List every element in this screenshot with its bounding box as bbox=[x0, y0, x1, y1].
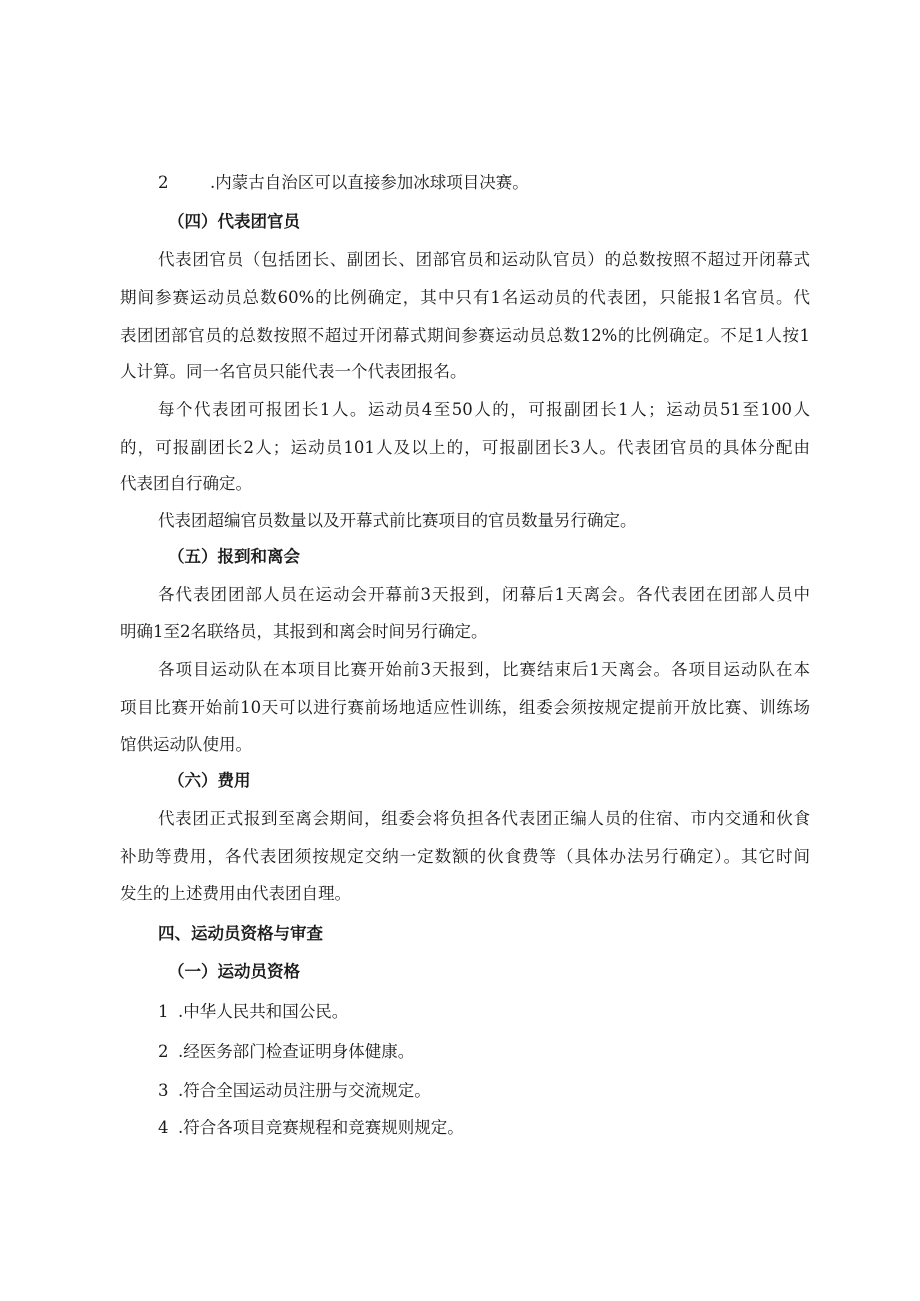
list-item bbox=[158, 1042, 848, 1062]
paragraph-line: 代表团正式报到至离会期间，组委会将负担各代表团正编人员的住宿、市内交通和伙食 bbox=[158, 809, 810, 828]
paragraph-line: 发生的上述费用由代表团自理。 bbox=[120, 884, 351, 903]
heading-delegation-officials: （四）代表团官员 bbox=[168, 212, 300, 231]
paragraph-line: 每个代表团可报团长1人。运动员4至50人的，可报副团长1人；运动员51至100人 bbox=[158, 400, 810, 419]
paragraph-line: 代表团官员（包括团长、副团长、团部官员和运动队官员）的总数按照不超过开闭幕式 bbox=[158, 250, 810, 269]
paragraph-line: 期间参赛运动员总数60%的比例确定，其中只有1名运动员的代表团，只能报1名官员。代 bbox=[120, 288, 810, 307]
list-number: 1 bbox=[158, 1002, 169, 1021]
paragraph-line: 项目比赛开始前10天可以进行赛前场地适应性训练，组委会须按规定提前开放比赛、训练场 bbox=[120, 698, 810, 717]
paragraph-line: 表团团部官员的总数按照不超过开闭幕式期间参赛运动员总数12%的比例确定。不足1人按1 bbox=[120, 326, 810, 345]
list-text: .内蒙古自治区可以直接参加冰球项目决赛。 bbox=[210, 173, 529, 192]
heading-expenses: （六）费用 bbox=[168, 771, 251, 790]
list-number: 2 bbox=[158, 1042, 169, 1061]
paragraph-line: 各代表团团部人员在运动会开幕前3天报到，闭幕后1天离会。各代表团在团部人员中 bbox=[158, 585, 810, 604]
paragraph-line: 馆供运动队使用。 bbox=[120, 735, 252, 754]
heading-athlete-qualification: （一）运动员资格 bbox=[168, 962, 300, 981]
list-text: .中华人民共和国公民。 bbox=[178, 1002, 349, 1021]
list-text: .符合全国运动员注册与交流规定。 bbox=[178, 1081, 431, 1100]
list-item bbox=[158, 1118, 848, 1138]
list-item bbox=[158, 1081, 848, 1101]
paragraph-line: 人计算。同一名官员只能代表一个代表团报名。 bbox=[120, 362, 467, 381]
list-number: 2 bbox=[158, 173, 169, 192]
paragraph-line: 的，可报副团长2人；运动员101人及以上的，可报副团长3人。代表团官员的具体分配由 bbox=[120, 438, 810, 457]
paragraph-line: 明确1至2名联络员，其报到和离会时间另行确定。 bbox=[120, 622, 488, 641]
list-text: .符合各项目竞赛规程和竞赛规则规定。 bbox=[178, 1118, 464, 1137]
paragraph-line: 代表团超编官员数量以及开幕式前比赛项目的官员数量另行确定。 bbox=[158, 511, 637, 530]
heading-registration: （五）报到和离会 bbox=[168, 547, 300, 566]
section-heading-athlete-eligibility: 四、运动员资格与审查 bbox=[158, 924, 323, 943]
list-item-2-top bbox=[158, 173, 848, 193]
paragraph-line: 各项目运动队在本项目比赛开始前3天报到，比赛结束后1天离会。各项目运动队在本 bbox=[158, 660, 810, 679]
list-number: 4 bbox=[158, 1118, 169, 1137]
paragraph-line: 代表团自行确定。 bbox=[120, 474, 252, 493]
list-text: .经医务部门检查证明身体健康。 bbox=[178, 1042, 415, 1061]
list-number: 3 bbox=[158, 1081, 169, 1100]
paragraph-line: 补助等费用，各代表团须按规定交纳一定数额的伙食费等（具体办法另行确定）。其它时间 bbox=[120, 847, 810, 866]
list-item bbox=[158, 1002, 848, 1022]
